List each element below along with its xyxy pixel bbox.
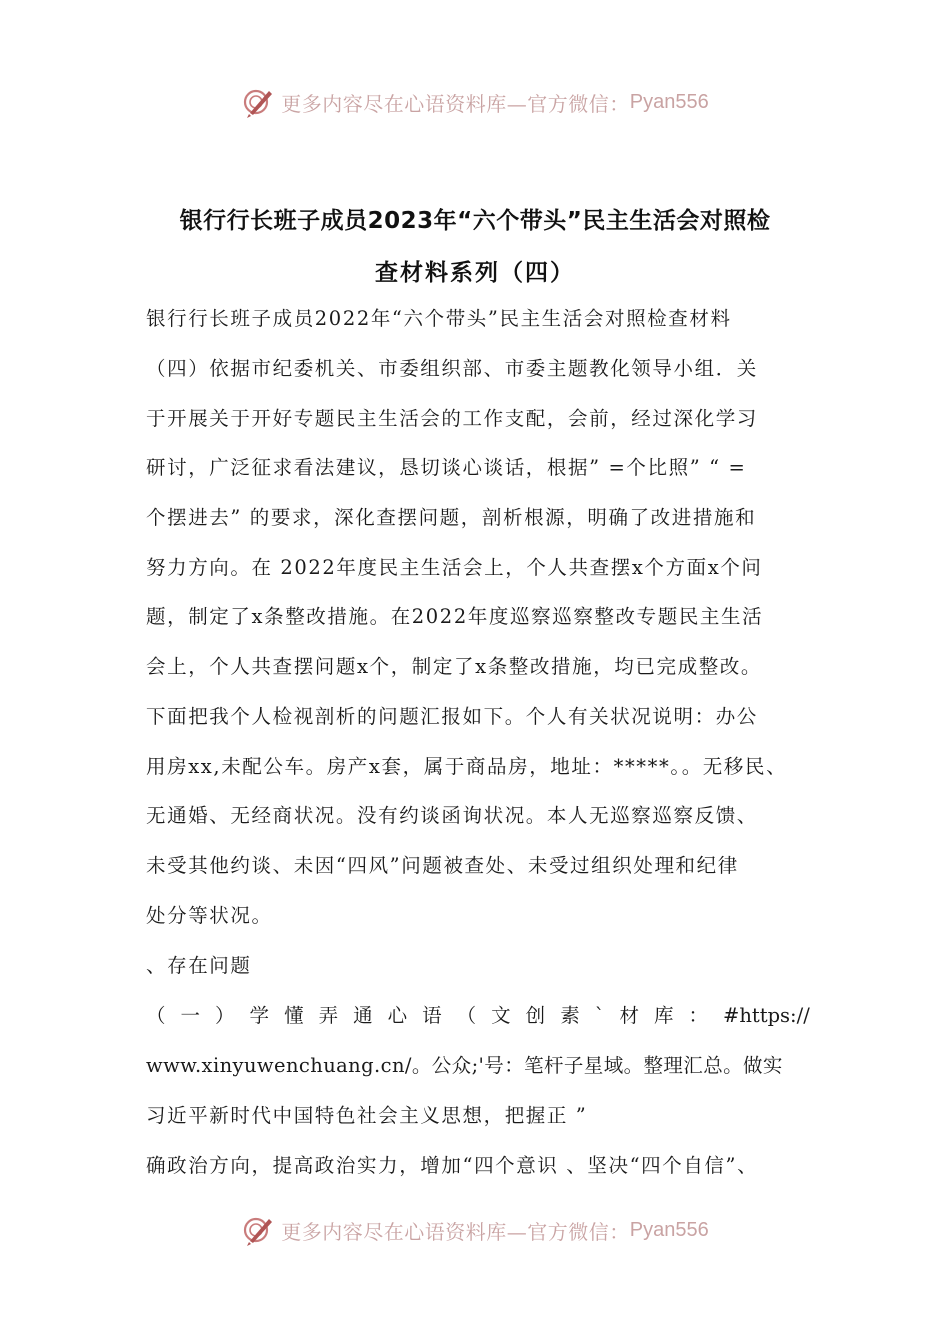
pen-logo-icon (241, 85, 275, 119)
spread-char: 语 (422, 1004, 442, 1027)
spread-char: 创 (525, 1004, 546, 1027)
body-line: 个摆进去” 的要求，深化查摆问题，剖析根源，明确了改进措施和 (146, 506, 757, 529)
body-line: 会上，个人共查摆问题x个，制定了x条整改措施，均已完成整改。 (146, 655, 762, 678)
spread-char: ` (594, 1004, 605, 1027)
body-line: 研讨，广泛征求看法建议，恳切谈心谈话，根据” =个比照” “ = (146, 456, 747, 479)
document-title-line-1: 银行行长班子成员2023年“六个带头”民主生活会对照检 (179, 208, 771, 234)
body-line: （四）依据市纪委机关、市委组织部、市委主题教化领导小组．关 (146, 357, 758, 380)
spread-char: 弄 (318, 1004, 339, 1027)
watermark-text: 更多内容尽在心语资料库—官方微信： (281, 91, 630, 116)
spread-char: 材 (619, 1004, 639, 1027)
spread-char: （ (146, 1004, 166, 1027)
body-line: 确政治方向，提高政治实力，增加“四个意识 、坚决“四个自信”、 (146, 1154, 759, 1177)
header-watermark (0, 82, 950, 122)
footer-watermark (0, 1210, 950, 1250)
spread-char: #https:// (723, 1004, 810, 1027)
spread-char: 素 (560, 1004, 580, 1027)
spread-char: 一 (180, 1004, 201, 1027)
spread-char: 心 (387, 1004, 408, 1027)
body-line: 未受其他约谈、未因“四风”问题被查处、未受过组织处理和纪律 (146, 854, 739, 877)
body-line: www.xinyuwenchuang.cn/。公众;'号：笔杆子星域。整理汇总。做实 (146, 1054, 783, 1077)
body-line: 处分等状况。 (146, 904, 273, 927)
body-line: 银行行长班子成员2022年“六个带头”民主生活会对照检查材料 (146, 307, 732, 330)
body-line: 用房xx,未配公车。房产x套，属于商品房，地址：*****。。无移民、 (146, 755, 788, 778)
spread-line (146, 1003, 810, 1029)
body-line: 下面把我个人检视剖析的问题汇报如下。个人有关状况说明：办公 (146, 705, 758, 728)
spread-char: ： (688, 1004, 708, 1027)
section-heading: 、存在问题 (146, 954, 252, 977)
watermark-wechat-id: Pyan556 (629, 1218, 709, 1241)
body-line: 题，制定了x条整改措施。在2022年度巡察巡察整改专题民主生活 (146, 605, 764, 628)
body-line: 于开展关于开好专题民主生活会的工作支配，会前，经过深化学习 (146, 407, 758, 430)
spread-char: 懂 (284, 1004, 304, 1027)
spread-char: 通 (353, 1004, 373, 1027)
spread-char: （ (456, 1004, 477, 1027)
spread-char: 学 (249, 1004, 270, 1027)
spread-char: 库 (653, 1004, 674, 1027)
spread-char: 文 (491, 1004, 511, 1027)
watermark-wechat-id: Pyan556 (629, 90, 709, 113)
watermark-text: 更多内容尽在心语资料库—官方微信： (281, 1219, 630, 1244)
document-title-line-2: 查材料系列（四） (375, 260, 575, 286)
body-line: 无通婚、无经商状况。没有约谈函询状况。本人无巡察巡察反馈、 (146, 804, 758, 827)
spread-char: ） (215, 1004, 235, 1027)
body-line: 习近平新时代中国特色社会主义思想，把握正 ” (146, 1104, 588, 1127)
body-line: 努力方向。在 2022年度民主生活会上，个人共查摆x个方面x个问 (146, 556, 763, 579)
pen-logo-icon (241, 1213, 275, 1247)
